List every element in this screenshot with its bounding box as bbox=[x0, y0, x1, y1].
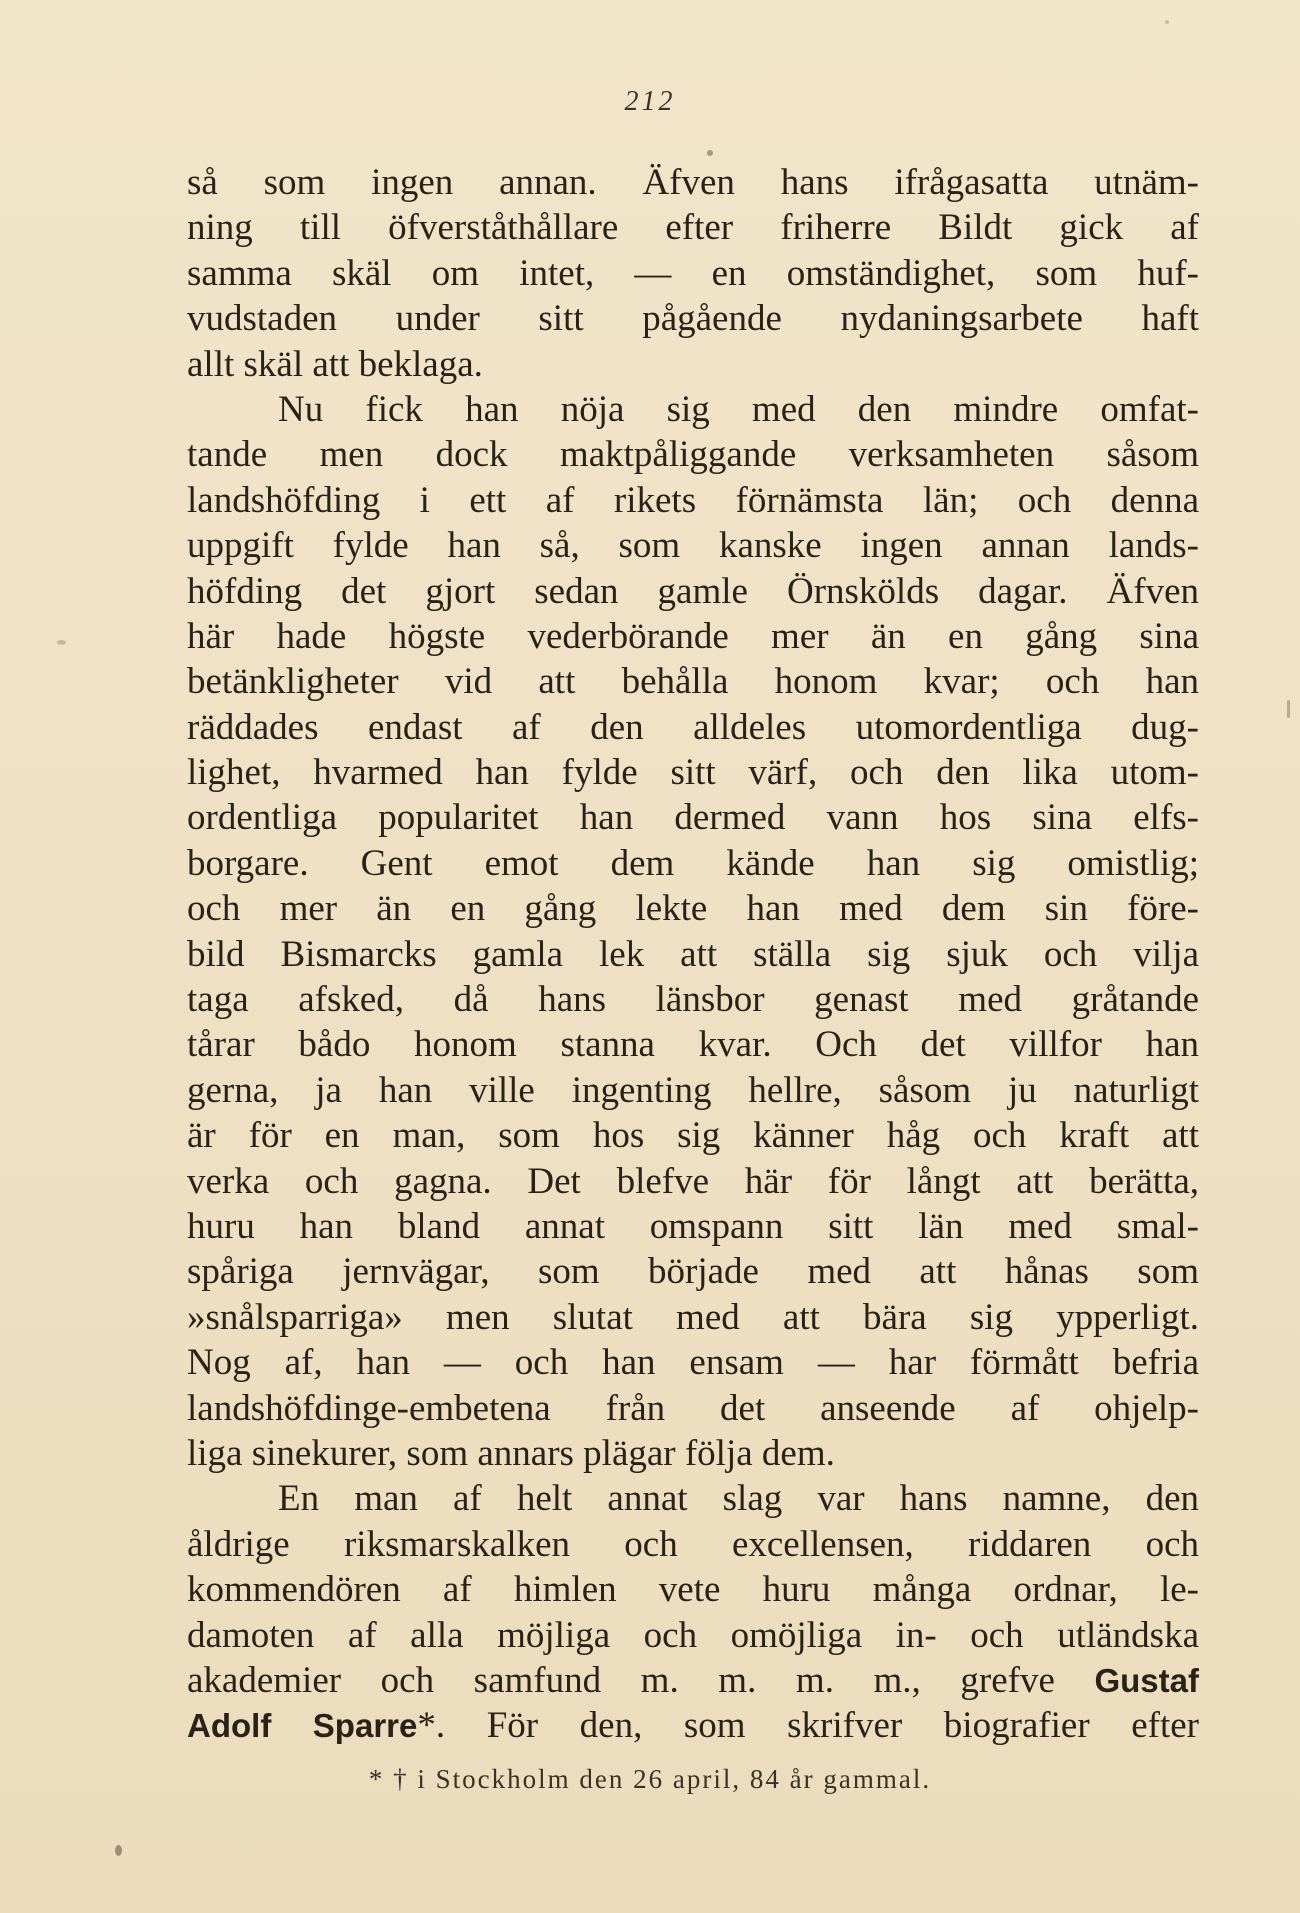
text-line: allt skäl att beklaga. bbox=[187, 343, 483, 385]
text-line: Nog af, han — och han ensam — har förmått befria bbox=[187, 1342, 1199, 1384]
text-fragment: akademier och samfund m. m. m. m., grefve bbox=[187, 1659, 1055, 1701]
text-line: höfding det gjort sedan gamle Örnskölds dagar. Äfven bbox=[187, 570, 1199, 612]
footnote: * † i Stockholm den 26 april, 84 år gammal. bbox=[368, 1764, 932, 1794]
text-line: lighet, hvarmed han fylde sitt värf, och den lika utom- bbox=[187, 752, 1199, 794]
paper-speck bbox=[707, 150, 713, 156]
body-text bbox=[187, 160, 1199, 1749]
text-line: här hade högste vederbörande mer än en gång sina bbox=[187, 615, 1199, 657]
paper-speck bbox=[1165, 20, 1169, 24]
person-name-first: Gustaf bbox=[1094, 1661, 1199, 1699]
text-line: räddades endast af den alldeles utomordentliga dug- bbox=[187, 706, 1199, 748]
paper-speck bbox=[57, 640, 66, 645]
text-line: bild Bismarcks gamla lek att ställa sig sjuk och vilja bbox=[187, 933, 1199, 975]
text-line: samma skäl om intet, — en omständighet, som huf- bbox=[187, 252, 1199, 294]
text-fragment: För den, som skrifver biografier efter bbox=[486, 1705, 1199, 1747]
text-line: tårar bådo honom stanna kvar. Och det villfor han bbox=[187, 1024, 1199, 1066]
text-line: En man af helt annat slag var hans namne, den bbox=[278, 1478, 1199, 1520]
text-line: spåriga jernvägar, som började med att hånas som bbox=[187, 1251, 1199, 1293]
text-line: borgare. Gent emot dem kände han sig omistlig; bbox=[187, 842, 1199, 884]
text-line: liga sinekurer, som annars plägar följa dem. bbox=[187, 1432, 835, 1474]
text-line: landshöfdinge-embetena från det anseende af ohjelp- bbox=[187, 1387, 1199, 1429]
text-line: damoten af alla möjliga och omöjliga in- och utländska bbox=[187, 1614, 1199, 1656]
person-name-second: Adolf Sparre bbox=[187, 1707, 418, 1745]
paper-speck bbox=[115, 1845, 122, 1856]
text-line-with-name bbox=[187, 1703, 1199, 1748]
text-line: kommendören af himlen vete huru många ordnar, le- bbox=[187, 1569, 1199, 1611]
text-line: »snålsparriga» men slutat med att bära sig ypperligt. bbox=[187, 1296, 1199, 1338]
text-line: verka och gagna. Det blefve här för långt att berätta, bbox=[187, 1160, 1199, 1202]
text-line: uppgift fylde han så, som kanske ingen annan lands- bbox=[187, 525, 1199, 567]
text-line: ordentliga popularitet han dermed vann hos sina elfs- bbox=[187, 797, 1199, 839]
text-line: och mer än en gång lekte han med dem sin före- bbox=[187, 888, 1199, 930]
text-line: så som ingen annan. Äfven hans ifrågasatta utnäm- bbox=[187, 162, 1199, 203]
text-line: Nu fick han nöja sig med den mindre omfat- bbox=[278, 388, 1199, 430]
text-line: är för en man, som hos sig känner håg och kraft att bbox=[187, 1115, 1199, 1157]
text-line: ning till öfverståthållare efter friherre Bildt gick af bbox=[187, 207, 1199, 249]
text-line: huru han bland annat omspann sitt län med smal- bbox=[187, 1205, 1199, 1247]
text-line: landshöfding i ett af rikets förnämsta län; och denna bbox=[187, 479, 1199, 521]
paper-speck bbox=[1287, 700, 1290, 718]
text-line: tande men dock maktpåliggande verksamheten såsom bbox=[187, 434, 1199, 476]
text-line: betänkligheter vid att behålla honom kvar; och han bbox=[187, 661, 1199, 703]
text-line: taga afsked, då hans länsbor genast med gråtande bbox=[187, 979, 1199, 1021]
text-line: gerna, ja han ville ingenting hellre, såsom ju naturligt bbox=[187, 1069, 1199, 1111]
text-line-with-name bbox=[187, 1658, 1199, 1703]
page-number: 212 bbox=[624, 86, 676, 117]
text-line: vudstaden under sitt pågående nydaningsarbete haft bbox=[187, 298, 1199, 340]
text-line: åldrige riksmarskalken och excellensen, riddaren och bbox=[187, 1523, 1199, 1565]
footnote-marker: *. bbox=[417, 1705, 446, 1747]
